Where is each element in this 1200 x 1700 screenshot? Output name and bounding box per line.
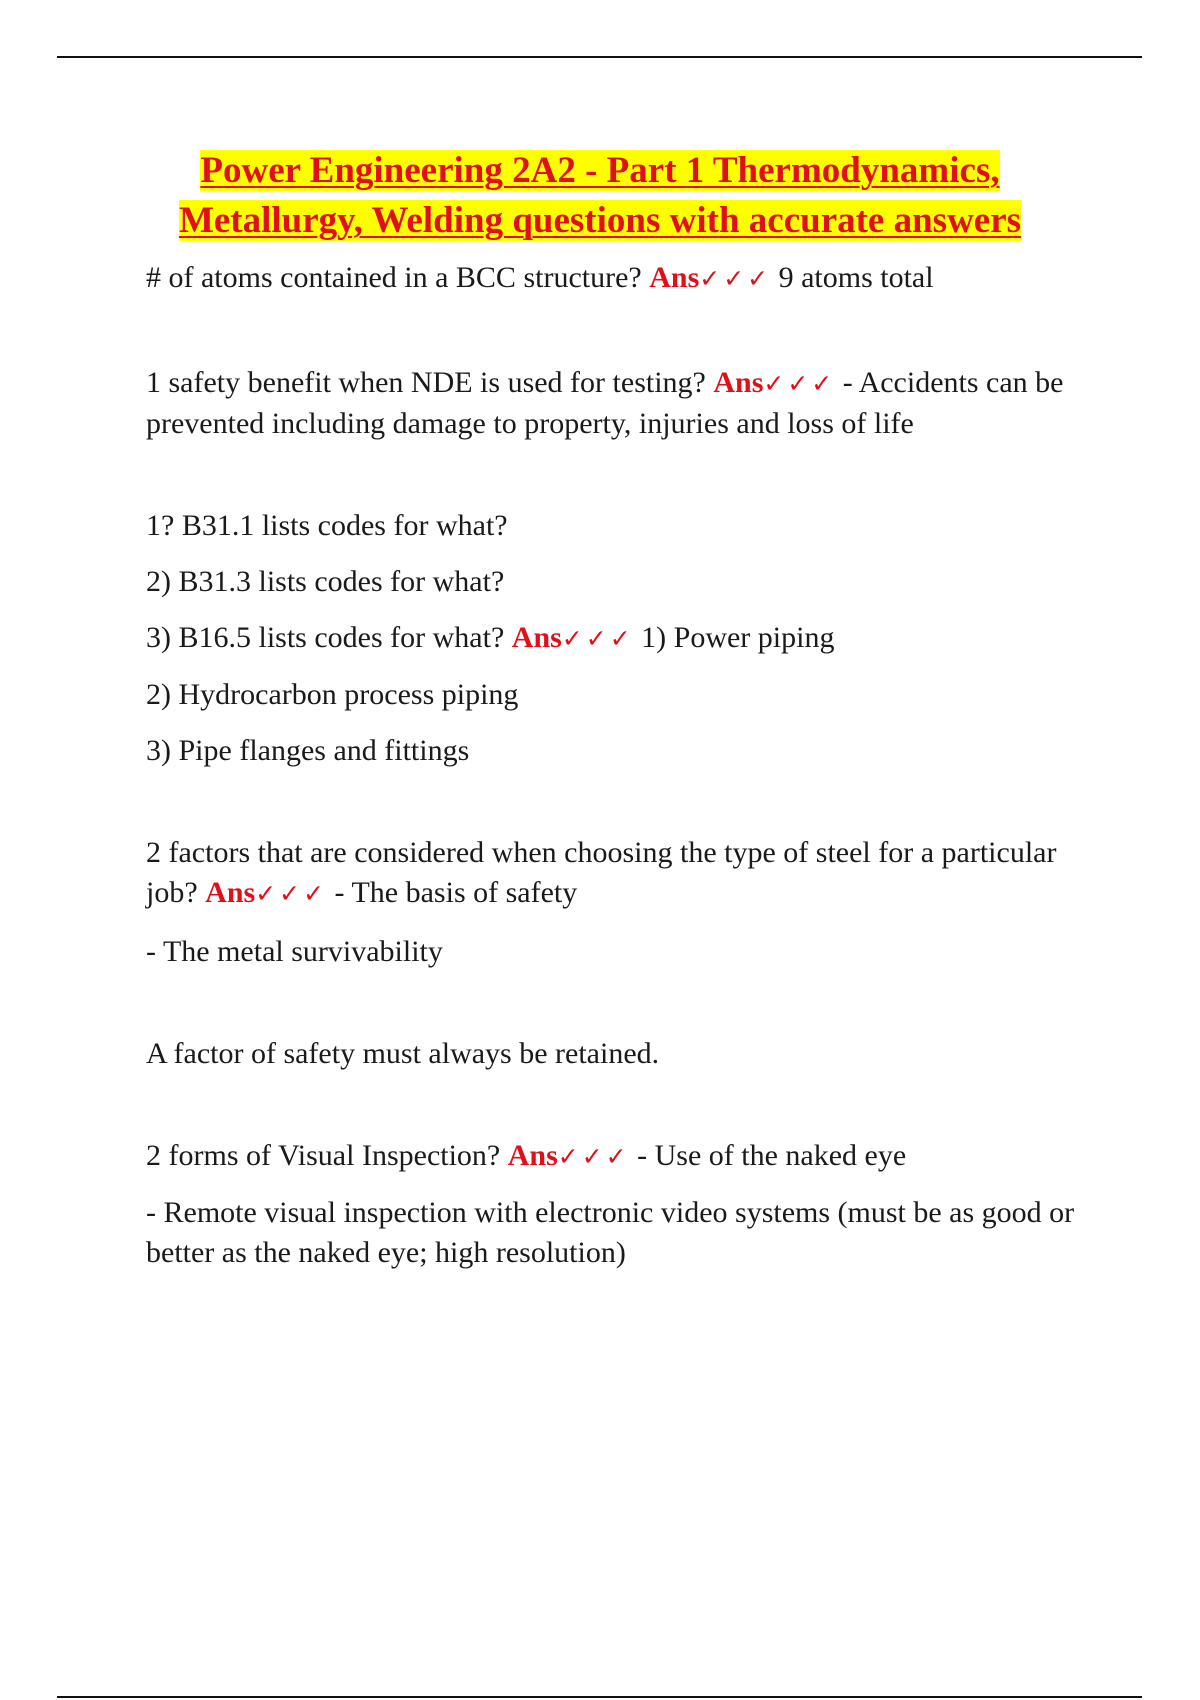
answer-text: - The basis of safety [334,876,578,909]
answer-line: A factor of safety must always be retained. [146,1037,660,1070]
qa-item-2 [146,363,1086,444]
header-rule [57,56,1142,58]
answer-line: 2) Hydrocarbon process piping [146,678,519,711]
qa-content [146,258,1086,1273]
document-title [60,146,1140,246]
footer-rule [57,1696,1142,1698]
title-line-1: Power Engineering 2A2 - Part 1 Thermodynamics, [200,150,1000,191]
question-text: # of atoms contained in a BCC structure? [146,261,642,294]
answer-text: 1) Power piping [641,621,835,654]
check-marks-icon: ✓✓✓ [699,264,772,293]
check-marks-icon: ✓✓✓ [561,624,634,653]
check-marks-icon: ✓✓✓ [763,369,836,398]
qa-item-3-line-1: 1? B31.1 lists codes for what? [146,509,508,542]
ans-label: Ans [511,621,562,654]
ans-label: Ans [649,261,700,294]
qa-item-3 [146,618,1086,659]
title-line-2: Metallurgy, Welding questions with accurate answers [178,200,1022,241]
check-marks-icon: ✓✓✓ [255,879,328,908]
qa-item-5 [146,1136,1086,1177]
check-marks-icon: ✓✓✓ [557,1142,630,1171]
question-text: 1 safety benefit when NDE is used for testing? [146,366,706,399]
qa-item-4 [146,833,1086,914]
qa-item-3-line-2: 2) B31.3 lists codes for what? [146,565,505,598]
ans-label: Ans [507,1139,558,1172]
qa-item-1 [146,258,1086,299]
answer-line: - The metal survivability [146,935,443,968]
answer-line: 3) Pipe flanges and fittings [146,734,470,767]
answer-text: - Accidents can be prevented including damage to property, injuries and loss of life [146,366,1064,440]
ans-label: Ans [205,876,256,909]
question-text: 2 forms of Visual Inspection? [146,1139,501,1172]
question-text: 3) B16.5 lists codes for what? [146,621,505,654]
question-text: 2 factors that are considered when choosing the type of steel for a particular job? [146,836,1057,909]
answer-line: - Remote visual inspection with electronic video systems (must be as good or better as the naked eye; high resolution) [146,1196,1075,1269]
answer-text: - Use of the naked eye [637,1139,907,1172]
answer-text: 9 atoms total [778,261,934,294]
ans-label: Ans [713,366,764,399]
